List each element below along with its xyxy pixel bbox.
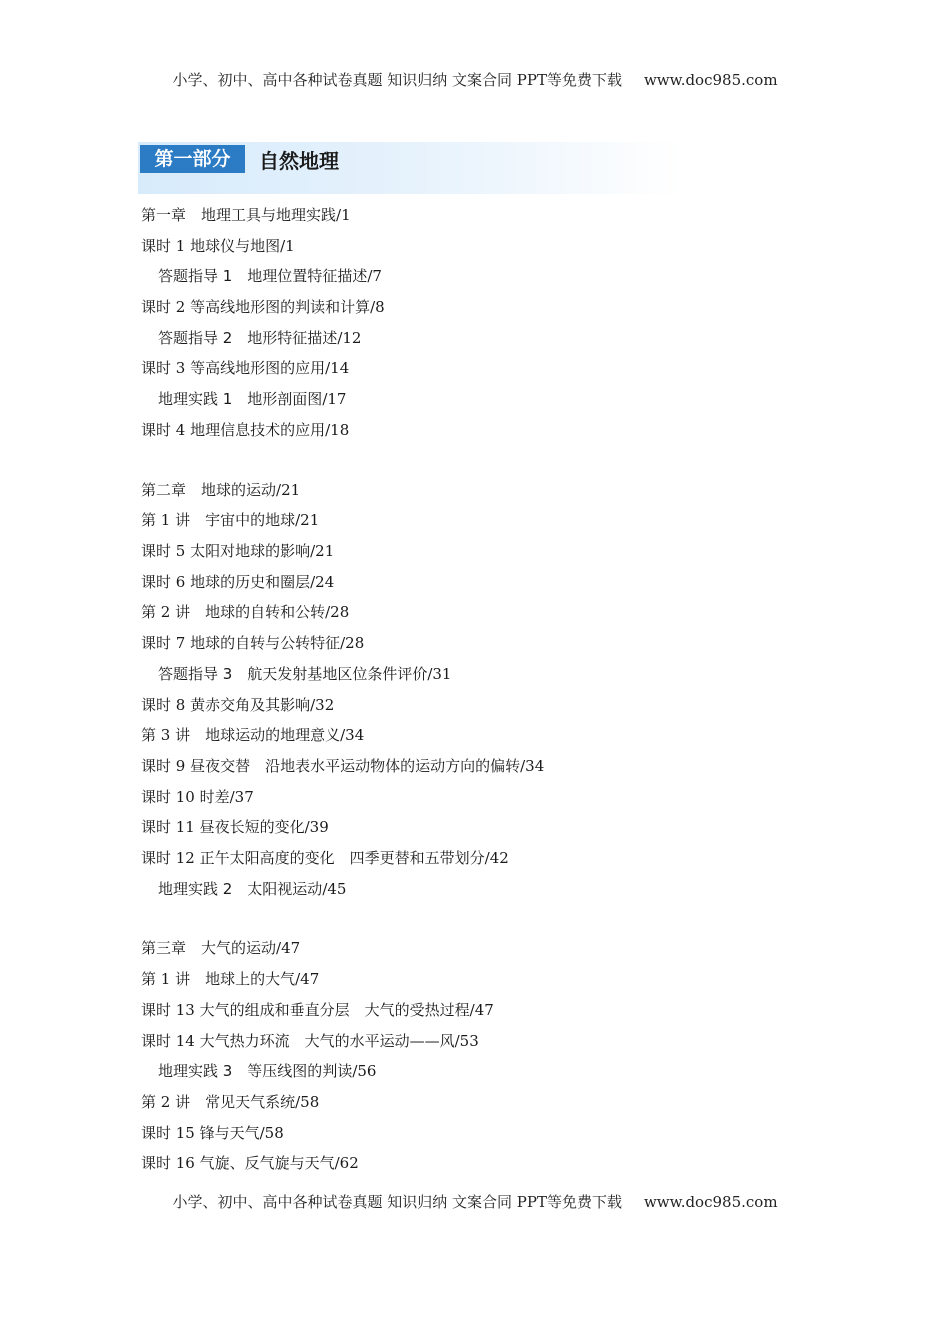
part-banner <box>138 142 684 194</box>
entry-page: /39 <box>304 818 329 836</box>
entry-page: /47 <box>469 1001 494 1019</box>
toc-sub-entry <box>158 879 346 899</box>
entry-page: /58 <box>259 1124 284 1142</box>
toc-entry <box>141 848 509 868</box>
entry-page: /31 <box>427 665 452 683</box>
footer-text: 小学、初中、高中各种试卷真题 知识归纳 文案合同 PPT等免费下载 <box>172 1193 622 1211</box>
entry-title: 课时 16 气旋、反气旋与天气 <box>141 1154 335 1172</box>
entry-page: /21 <box>295 511 320 529</box>
entry-title: 地理实践 2 太阳视运动 <box>158 880 323 898</box>
entry-title: 答题指导 2 地形特征描述 <box>158 329 338 347</box>
entry-title: 地理实践 1 地形剖面图 <box>158 390 323 408</box>
toc-entry <box>141 236 295 256</box>
entry-title: 课时 12 正午太阳高度的变化 四季更替和五带划分 <box>141 849 485 867</box>
toc-entry <box>141 541 334 561</box>
entry-page: /34 <box>520 757 545 775</box>
entry-page: /7 <box>367 267 382 285</box>
entry-title: 第 1 讲 地球上的大气 <box>141 970 296 988</box>
chapter-entry <box>141 480 300 500</box>
toc-sub-entry <box>158 389 346 409</box>
entry-title: 第 2 讲 地球的自转和公转 <box>141 603 326 621</box>
toc-entry <box>141 1092 319 1112</box>
entry-title: 课时 7 地球的自转与公转特征 <box>141 634 341 652</box>
toc-entry <box>141 725 364 745</box>
entry-title: 第 3 讲 地球运动的地理意义 <box>141 726 341 744</box>
toc-entry <box>141 1031 479 1051</box>
entry-page: /45 <box>322 880 347 898</box>
toc-entry <box>141 510 319 530</box>
entry-title: 课时 15 锋与天气 <box>141 1124 260 1142</box>
part-title: 自然地理 <box>259 149 339 173</box>
entry-title: 课时 4 地理信息技术的应用 <box>141 421 326 439</box>
entry-page: /34 <box>340 726 365 744</box>
entry-page: /32 <box>310 696 335 714</box>
entry-title: 课时 9 昼夜交替 沿地表水平运动物体的运动方向的偏转 <box>141 757 521 775</box>
toc-entry <box>141 695 334 715</box>
entry-page: /53 <box>454 1032 479 1050</box>
entry-page: /21 <box>310 542 335 560</box>
entry-title: 第一章 地理工具与地理实践 <box>141 206 337 224</box>
part-tag: 第一部分 <box>140 145 245 173</box>
entry-page: /21 <box>276 481 301 499</box>
chapter-entry <box>141 938 300 958</box>
entry-page: /14 <box>325 359 350 377</box>
toc-entry <box>141 756 544 776</box>
footer-url[interactable]: www.doc985.com <box>643 1193 778 1211</box>
entry-title: 课时 13 大气的组成和垂直分层 大气的受热过程 <box>141 1001 470 1019</box>
entry-title: 课时 6 地球的历史和圈层 <box>141 573 311 591</box>
header-text: 小学、初中、高中各种试卷真题 知识归纳 文案合同 PPT等免费下载 <box>172 71 622 89</box>
entry-page: /17 <box>322 390 347 408</box>
entry-page: /1 <box>336 206 351 224</box>
entry-title: 课时 14 大气热力环流 大气的水平运动——风 <box>141 1032 455 1050</box>
entry-title: 答题指导 1 地理位置特征描述 <box>158 267 368 285</box>
header-url[interactable]: www.doc985.com <box>643 71 778 89</box>
entry-page: /1 <box>280 237 295 255</box>
entry-title: 课时 5 太阳对地球的影响 <box>141 542 311 560</box>
entry-page: /56 <box>352 1062 377 1080</box>
toc-entry <box>141 1153 359 1173</box>
toc-entry <box>141 572 334 592</box>
entry-title: 课时 2 等高线地形图的判读和计算 <box>141 298 371 316</box>
toc-entry <box>141 297 385 317</box>
entry-title: 第 1 讲 宇宙中的地球 <box>141 511 296 529</box>
entry-title: 课时 11 昼夜长短的变化 <box>141 818 305 836</box>
entry-page: /47 <box>276 939 301 957</box>
entry-title: 课时 8 黄赤交角及其影响 <box>141 696 311 714</box>
entry-title: 第 2 讲 常见天气系统 <box>141 1093 296 1111</box>
entry-page: /28 <box>325 603 350 621</box>
toc-entry <box>141 969 319 989</box>
toc-entry <box>141 633 364 653</box>
entry-page: /24 <box>310 573 335 591</box>
entry-title: 课时 1 地球仪与地图 <box>141 237 281 255</box>
entry-title: 第二章 地球的运动 <box>141 481 277 499</box>
entry-page: /18 <box>325 421 350 439</box>
page-footer <box>0 1191 950 1212</box>
toc-entry <box>141 817 329 837</box>
toc-entry <box>141 420 349 440</box>
toc-entry <box>141 602 349 622</box>
entry-page: /62 <box>334 1154 359 1172</box>
entry-page: /28 <box>340 634 365 652</box>
entry-page: /12 <box>337 329 362 347</box>
entry-page: /58 <box>295 1093 320 1111</box>
page-header <box>0 69 950 90</box>
entry-title: 课时 10 时差 <box>141 788 230 806</box>
entry-title: 第三章 大气的运动 <box>141 939 277 957</box>
entry-title: 课时 3 等高线地形图的应用 <box>141 359 326 377</box>
toc-entry <box>141 1000 494 1020</box>
toc-entry <box>141 358 349 378</box>
entry-page: /8 <box>370 298 385 316</box>
entry-title: 答题指导 3 航天发射基地区位条件评价 <box>158 665 428 683</box>
toc-sub-entry <box>158 328 361 348</box>
toc-sub-entry <box>158 664 451 684</box>
toc-entry <box>141 787 254 807</box>
entry-title: 地理实践 3 等压线图的判读 <box>158 1062 353 1080</box>
toc-sub-entry <box>158 1061 376 1081</box>
toc-entry <box>141 1123 284 1143</box>
chapter-entry <box>141 205 351 225</box>
entry-page: /42 <box>484 849 509 867</box>
entry-page: /37 <box>229 788 254 806</box>
toc-sub-entry <box>158 266 382 286</box>
entry-page: /47 <box>295 970 320 988</box>
